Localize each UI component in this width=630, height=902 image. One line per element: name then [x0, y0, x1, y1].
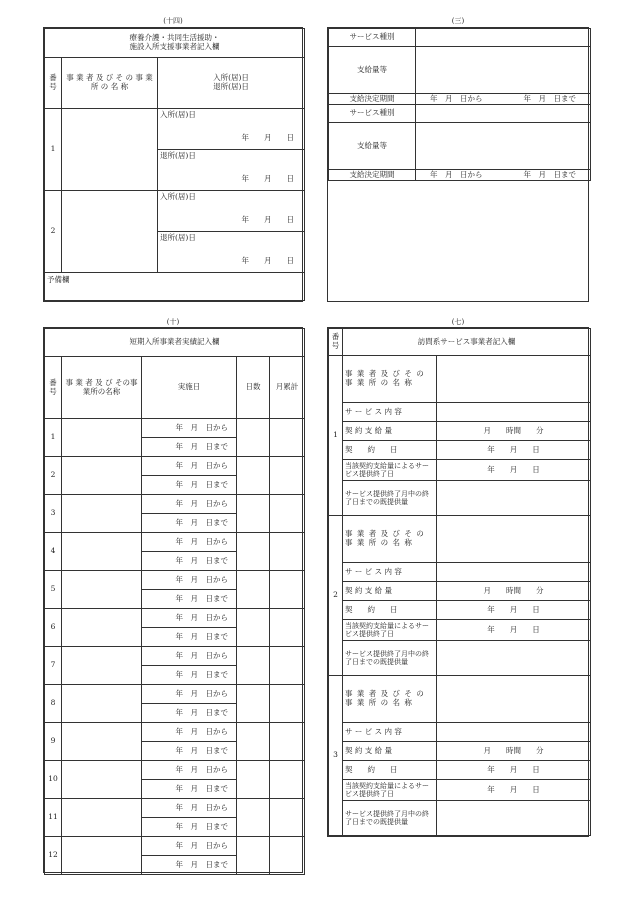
form7-end-date: 年 月 日 [437, 460, 591, 481]
form10-row-no: 7 [45, 647, 62, 685]
form7-contract-date: 年 月 日 [437, 601, 591, 620]
form10-row-name [62, 685, 142, 723]
form10-row-days [237, 723, 270, 761]
form7-hours: 月 時間 分 [437, 582, 591, 601]
form3-period: 支給決定期間 [329, 94, 416, 105]
form10-date-to: 年 月 日まで [142, 438, 237, 457]
form10-row-days [237, 571, 270, 609]
form10-row-name [62, 837, 142, 875]
form10-col-date: 実施日 [142, 357, 237, 419]
form10-row-name [62, 533, 142, 571]
form10-row-total [270, 533, 305, 571]
form10-date-to: 年 月 日まで [142, 476, 237, 495]
form10-date-to: 年 月 日まで [142, 818, 237, 837]
form10-date-from: 年 月 日から [142, 457, 237, 476]
form7-date-label: 契 約 日 [343, 761, 437, 780]
form10-date-to: 年 月 日まで [142, 742, 237, 761]
form10-row-no: 1 [45, 419, 62, 457]
form10-row-total [270, 609, 305, 647]
form14-entry-name [62, 109, 158, 191]
section-label-14: (十四) [163, 17, 183, 25]
form10-date-from: 年 月 日から [142, 495, 237, 514]
form10-col-no: 番号 [45, 357, 62, 419]
form10-row-days [237, 419, 270, 457]
form10-row-no: 10 [45, 761, 62, 799]
form10-row-name [62, 571, 142, 609]
form7-entry-no: 2 [329, 516, 343, 676]
form10-row-name [62, 457, 142, 495]
form10-date-from: 年 月 日から [142, 533, 237, 552]
form7-amount-label: 契 約 支 給 量 [343, 742, 437, 761]
form10-row-total [270, 723, 305, 761]
form10-row-name [62, 647, 142, 685]
form10-row-days [237, 533, 270, 571]
form14-col-no: 番号 [45, 58, 62, 109]
form14-col-name: 事 業 者 及 び そ の 事 業 所 の 名 称 [62, 58, 158, 109]
form7-name-label: 事 業 者 及 び そ の 事 業 所 の 名 称 [343, 516, 437, 563]
form10-date-from: 年 月 日から [142, 685, 237, 704]
form3-service-type: サービス種別 [329, 29, 416, 47]
form10-date-to: 年 月 日まで [142, 514, 237, 533]
form7-end-label: 当該契約支給量によるサービス提供終了日 [343, 780, 437, 801]
form10-row-total [270, 685, 305, 723]
form7-amount-label: 契 約 支 給 量 [343, 582, 437, 601]
form10-row-days [237, 457, 270, 495]
form7-name-label: 事 業 者 及 び そ の 事 業 所 の 名 称 [343, 356, 437, 403]
form10-date-from: 年 月 日から [142, 571, 237, 590]
form10-date-from: 年 月 日から [142, 723, 237, 742]
form10-col-days: 日数 [237, 357, 270, 419]
form10-row-no: 5 [45, 571, 62, 609]
form7-contract-date: 年 月 日 [437, 441, 591, 460]
form14-entry-no: 2 [45, 191, 62, 273]
form7-content-label: サ ー ビ ス 内 容 [343, 723, 437, 742]
form7-entry-no: 1 [329, 356, 343, 516]
form14-entry-in: 入所(居)日 年 月 日 [158, 191, 305, 232]
section-label-10: (十) [166, 318, 180, 326]
form10-date-to: 年 月 日まで [142, 856, 237, 875]
form10-row-days [237, 761, 270, 799]
form-7-visit-service [327, 327, 589, 837]
form7-end-date: 年 月 日 [437, 780, 591, 801]
form10-row-no: 8 [45, 685, 62, 723]
form14-title: 療養介護・共同生活援助・ 施設入所支援事業者記入欄 [45, 29, 305, 58]
form14-remarks: 予備欄 [45, 273, 305, 301]
form10-row-no: 4 [45, 533, 62, 571]
form10-row-total [270, 495, 305, 533]
form10-title: 短期入所事業者実績記入欄 [45, 329, 305, 357]
form14-entry-out: 退所(居)日 年 月 日 [158, 232, 305, 273]
section-label-7: (七) [451, 318, 465, 326]
form7-used-label: サービス提供終了月中の終了日までの既提供量 [343, 641, 437, 676]
form7-hours: 月 時間 分 [437, 742, 591, 761]
form7-end-label: 当該契約支給量によるサービス提供終了日 [343, 460, 437, 481]
form10-row-no: 11 [45, 799, 62, 837]
form10-row-total [270, 837, 305, 875]
form7-content-label: サ ー ビ ス 内 容 [343, 563, 437, 582]
form14-entry-name [62, 191, 158, 273]
form10-row-name [62, 495, 142, 533]
form10-date-to: 年 月 日まで [142, 666, 237, 685]
form-14-facility [43, 27, 303, 302]
form7-date-label: 契 約 日 [343, 601, 437, 620]
form10-row-days [237, 837, 270, 875]
form10-row-days [237, 495, 270, 533]
form10-date-to: 年 月 日まで [142, 780, 237, 799]
form10-date-from: 年 月 日から [142, 609, 237, 628]
form10-date-to: 年 月 日まで [142, 628, 237, 647]
form7-used-label: サービス提供終了月中の終了日までの既提供量 [343, 801, 437, 836]
form3-period-range: 年 月 日から 年 月 日まで [416, 170, 591, 181]
form10-date-from: 年 月 日から [142, 761, 237, 780]
form7-amount-label: 契 約 支 給 量 [343, 422, 437, 441]
form3-amount: 支給量等 [329, 47, 416, 94]
form10-row-name [62, 609, 142, 647]
form7-used-label: サービス提供終了月中の終了日までの既提供量 [343, 481, 437, 516]
form10-col-name: 事 業 者 及 び その事業所の名称 [62, 357, 142, 419]
form10-row-total [270, 647, 305, 685]
form10-row-days [237, 799, 270, 837]
form-3-service [327, 27, 589, 302]
form10-row-name [62, 419, 142, 457]
form10-row-name [62, 723, 142, 761]
form10-row-days [237, 609, 270, 647]
form7-end-date: 年 月 日 [437, 620, 591, 641]
form10-col-total: 月累計 [270, 357, 305, 419]
form3-service-type: サービス種別 [329, 105, 416, 123]
form14-col-dates: 入所(居)日 退所(居)日 [158, 58, 305, 109]
form10-row-total [270, 799, 305, 837]
form10-date-from: 年 月 日から [142, 647, 237, 666]
form7-entry-no: 3 [329, 676, 343, 836]
form10-row-total [270, 571, 305, 609]
form14-entry-in: 入所(居)日 年 月 日 [158, 109, 305, 150]
form10-date-from: 年 月 日から [142, 419, 237, 438]
form10-row-days [237, 647, 270, 685]
form10-row-no: 3 [45, 495, 62, 533]
form10-row-no: 2 [45, 457, 62, 495]
form7-hours: 月 時間 分 [437, 422, 591, 441]
form-10-short-stay [43, 327, 303, 873]
form10-date-from: 年 月 日から [142, 799, 237, 818]
form10-row-name [62, 799, 142, 837]
form10-row-total [270, 457, 305, 495]
form10-row-total [270, 761, 305, 799]
form10-date-to: 年 月 日まで [142, 590, 237, 609]
form7-contract-date: 年 月 日 [437, 761, 591, 780]
form10-date-from: 年 月 日から [142, 837, 237, 856]
form10-date-to: 年 月 日まで [142, 552, 237, 571]
form7-date-label: 契 約 日 [343, 441, 437, 460]
form7-end-label: 当該契約支給量によるサービス提供終了日 [343, 620, 437, 641]
form3-period-range: 年 月 日から 年 月 日まで [416, 94, 591, 105]
form10-row-total [270, 419, 305, 457]
form3-period: 支給決定期間 [329, 170, 416, 181]
form10-date-to: 年 月 日まで [142, 704, 237, 723]
form14-entry-out: 退所(居)日 年 月 日 [158, 150, 305, 191]
section-label-3: (三) [451, 17, 465, 25]
form7-col-no: 番号 [329, 329, 343, 356]
form10-row-no: 6 [45, 609, 62, 647]
form3-amount: 支給量等 [329, 123, 416, 170]
form14-entry-no: 1 [45, 109, 62, 191]
form10-row-days [237, 685, 270, 723]
form7-title: 訪問系サービス事業者記入欄 [343, 329, 591, 356]
form10-row-no: 9 [45, 723, 62, 761]
form10-row-name [62, 761, 142, 799]
form7-content-label: サ ー ビ ス 内 容 [343, 403, 437, 422]
form10-row-no: 12 [45, 837, 62, 875]
form7-name-label: 事 業 者 及 び そ の 事 業 所 の 名 称 [343, 676, 437, 723]
